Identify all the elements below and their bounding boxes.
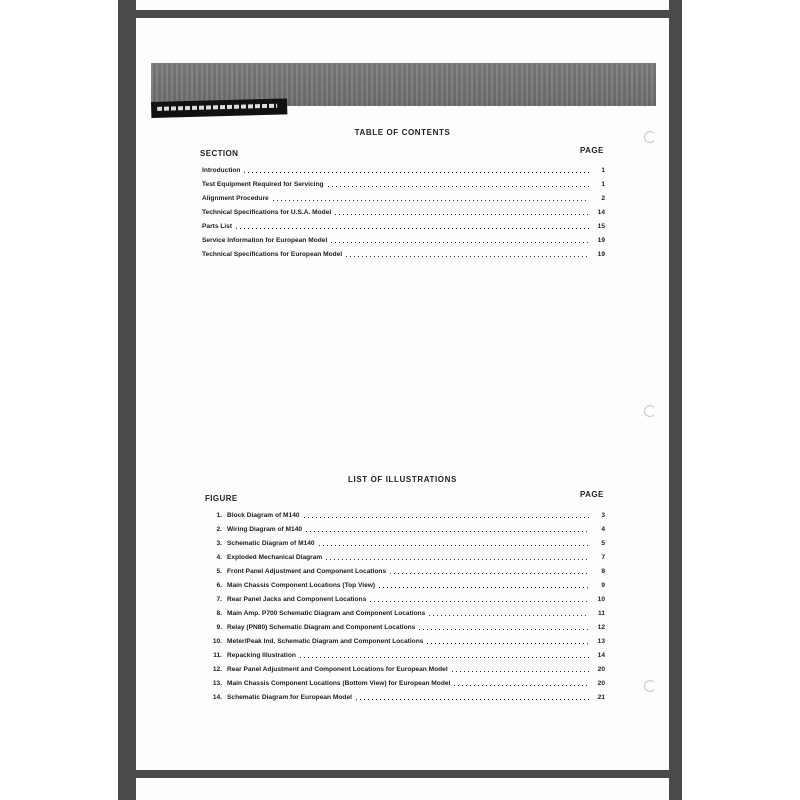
figure-header: FIGURE [205, 494, 238, 503]
figure-row[interactable]: 11. Repacking Illustration 14 [213, 652, 605, 659]
figure-row[interactable]: 4. Exploded Mechanical Diagram 7 [216, 554, 605, 561]
toc-row[interactable]: Parts List 15 [202, 223, 605, 230]
figure-row[interactable]: 7. Rear Panel Jacks and Component Locations 10 [216, 596, 605, 603]
brand-logo-strip [151, 98, 287, 118]
figure-row[interactable]: 9. Relay (PN80) Schematic Diagram and Component Locations 12 [216, 624, 605, 631]
figure-row[interactable]: 8. Main Amp. P700 Schematic Diagram and Component Locations 11 [216, 610, 605, 617]
figure-row[interactable]: 3. Schematic Diagram of M140 5 [216, 540, 605, 547]
document-page [136, 18, 669, 770]
figure-row[interactable]: 5. Front Panel Adjustment and Component Locations 8 [216, 568, 605, 575]
figure-row[interactable]: 6. Main Chassis Component Locations (Top View) 9 [216, 582, 605, 589]
figure-row[interactable]: 13. Main Chassis Component Locations (Bottom View) for European Model 20 [212, 680, 605, 687]
punch-hole-icon [644, 405, 656, 417]
figure-row[interactable]: 2. Wiring Diagram of M140 4 [216, 526, 605, 533]
illustrations-title: LIST OF ILLUSTRATIONS [348, 475, 457, 484]
figure-row[interactable]: 14. Schematic Diagram for European Model 21 [212, 694, 605, 701]
toc-row[interactable]: Introduction 1 [202, 167, 605, 174]
figure-row[interactable]: 1. Block Diagram of M140 3 [216, 512, 605, 519]
toc-row[interactable]: Technical Specifications for U.S.A. Model 14 [202, 209, 605, 216]
toc-page-header: PAGE [580, 146, 604, 155]
toc-row[interactable]: Technical Specifications for European Model 19 [202, 251, 605, 258]
toc-row[interactable]: Alignment Procedure 2 [202, 195, 605, 202]
previous-page-edge[interactable] [136, 0, 669, 10]
toc-section-header: SECTION [200, 149, 239, 158]
punch-hole-icon [644, 680, 656, 692]
figure-page-header: PAGE [580, 490, 604, 499]
toc-title: TABLE OF CONTENTS [354, 128, 451, 137]
figure-row[interactable]: 12. Rear Panel Adjustment and Component Locations for European Model 20 [212, 666, 605, 673]
toc-row[interactable]: Service Information for European Model 19 [202, 237, 605, 244]
next-page-edge[interactable] [136, 778, 669, 800]
toc-row[interactable]: Test Equipment Required for Servicing 1 [202, 181, 605, 188]
figure-row[interactable]: 10. Meter/Peak Ind. Schematic Diagram and Component Locations 13 [212, 638, 605, 645]
